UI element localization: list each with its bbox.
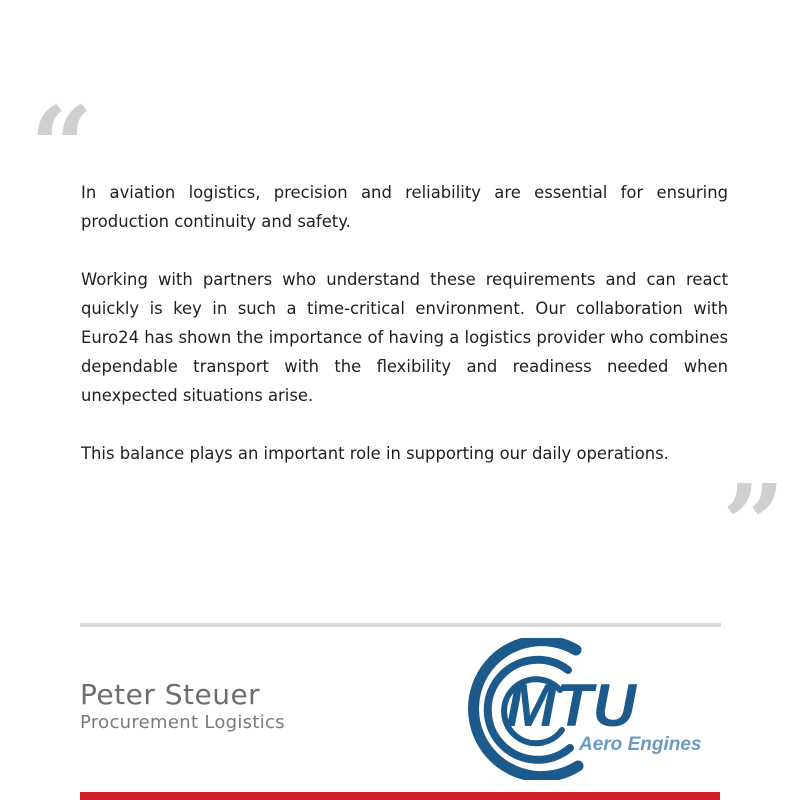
quote-paragraph-1: In aviation logistics, precision and reliability are essential for ensuring production continuity and safety. <box>81 183 728 231</box>
top-divider <box>80 623 721 627</box>
logo-tagline-text: Aero Engines <box>579 734 702 755</box>
close-quote-mark: ” <box>722 460 786 589</box>
open-quote-mark: “ <box>30 82 94 211</box>
mtu-aero-engines-logo <box>436 638 736 780</box>
quote-paragraph-2: Working with partners who understand these requirements and can react quickly is key in such a time-critical environment. Our collaboration with Euro24 has shown the importance of having a logistics provider who combines dependable transport with the flexibility and readiness needed when unexpected situations arise. <box>81 270 728 405</box>
author-role: Procurement Logistics <box>80 712 285 733</box>
logo-mtu-text: MTU <box>506 672 636 739</box>
quote-paragraph-3: This balance plays an important role in supporting our daily operations. <box>81 444 669 463</box>
bottom-accent-bar <box>80 792 720 800</box>
author-name: Peter Steuer <box>80 678 261 711</box>
testimonial-quote <box>81 178 728 497</box>
